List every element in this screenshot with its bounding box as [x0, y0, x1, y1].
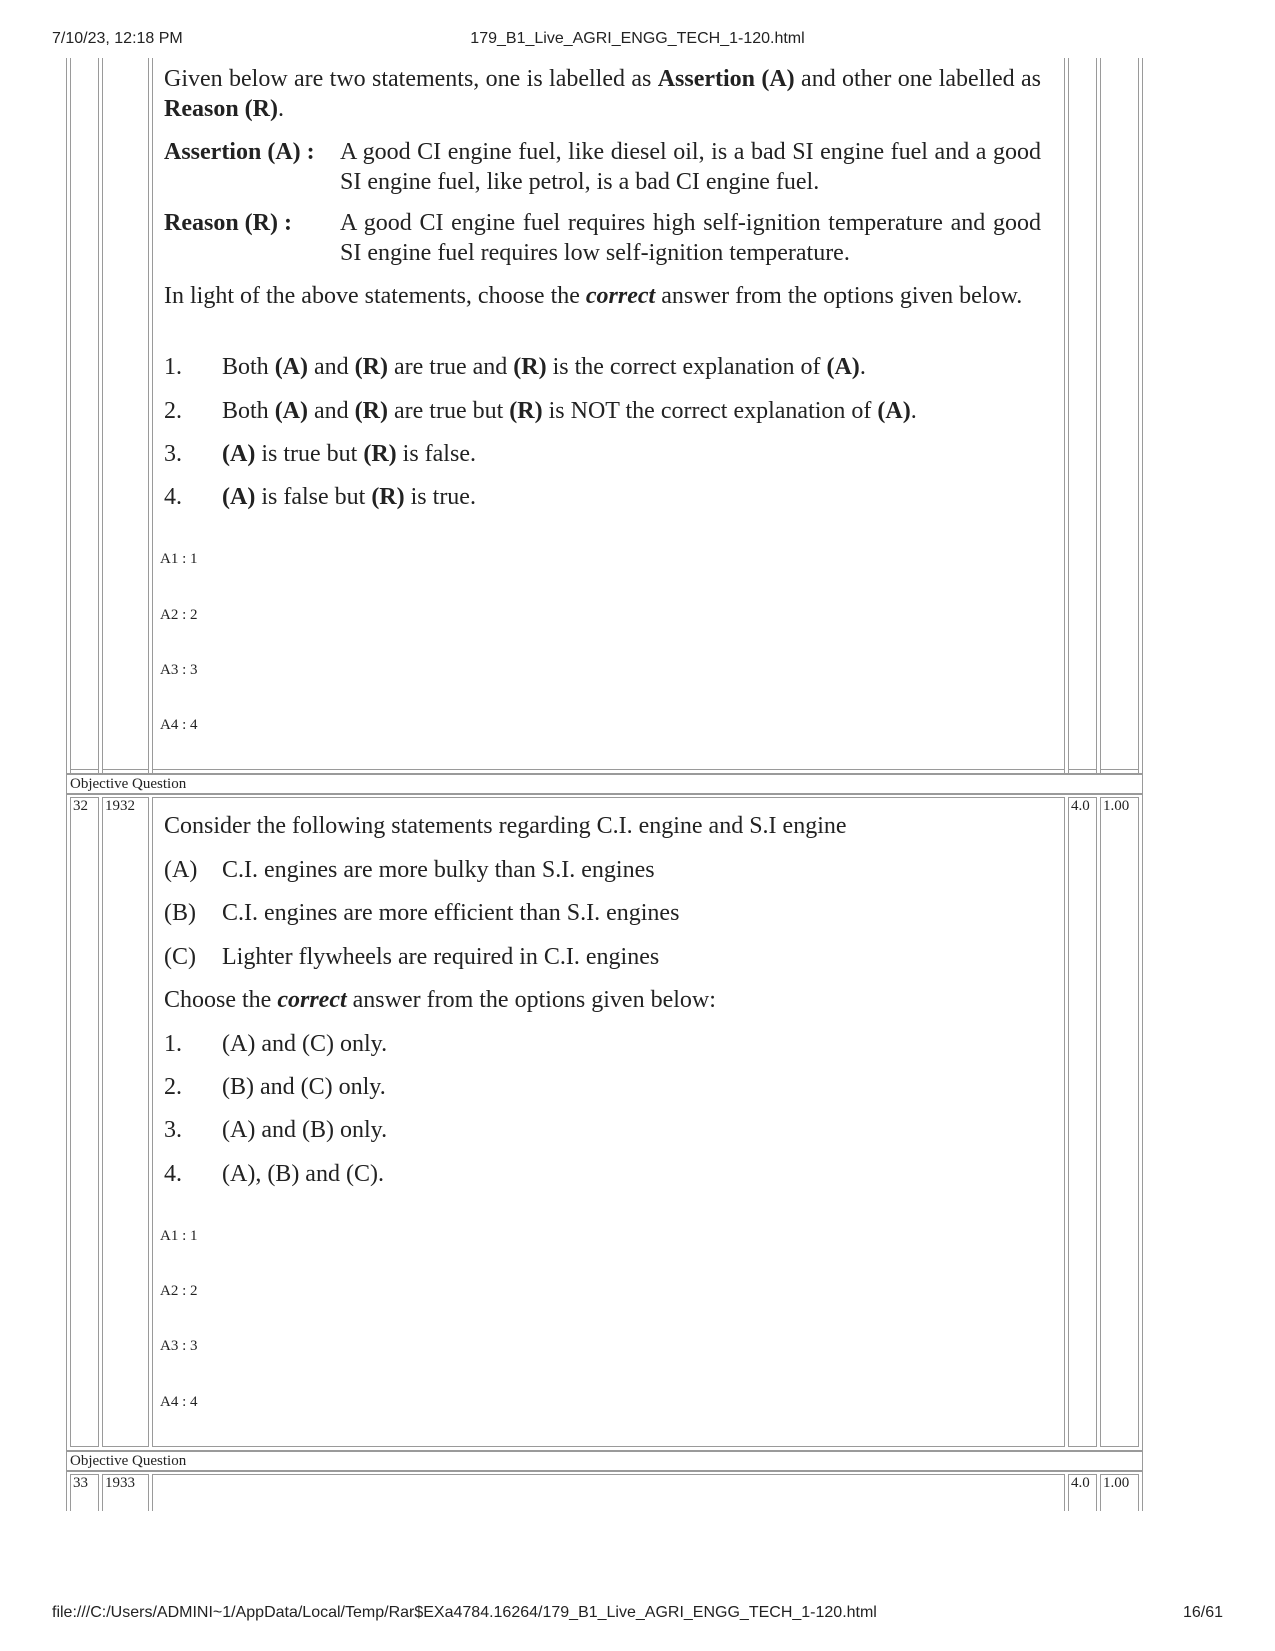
option-text: (A) and (C) only.: [222, 1031, 388, 1057]
question-type-row: [66, 1451, 1143, 1471]
option-number: 3.: [164, 1117, 182, 1143]
option-number: 1.: [164, 1031, 182, 1057]
question-stem: Consider the following statements regarding C.I. engine and S.I engine: [164, 813, 847, 839]
option-number: 2.: [164, 1074, 182, 1100]
statement-text: C.I. engines are more bulky than S.I. engines: [222, 857, 655, 883]
statement-label: (A): [164, 857, 198, 883]
question-prompt: Choose the correct answer from the options given below:: [164, 987, 716, 1013]
serial-number: 33: [73, 1475, 88, 1491]
reason-text: A good CI engine fuel requires high self-ignition temperature and good SI engine fuel requires low self-ignition temperature.: [340, 210, 1041, 266]
answer-choice: A3 : 3: [160, 1338, 198, 1354]
negative-marks: 1.00: [1103, 798, 1130, 814]
answer-choice: A1 : 1: [160, 551, 198, 567]
option-number: 1.: [164, 354, 182, 380]
question-id-cell: [102, 797, 149, 1447]
assertion-text: A good CI engine fuel, like diesel oil, is a bad SI engine fuel and a good SI engine fuel, like petrol, is a bad CI engine fuel.: [340, 139, 1041, 195]
marks: 4.0: [1071, 798, 1090, 814]
statement-label: (C): [164, 944, 196, 970]
option-text: (A), (B) and (C).: [222, 1161, 384, 1187]
print-filename: 179_B1_Live_AGRI_ENGG_TECH_1-120.html: [470, 30, 805, 47]
question-id: 1933: [105, 1475, 135, 1491]
serial-number-cell: [70, 797, 99, 1447]
answer-choice: A3 : 3: [160, 662, 198, 678]
assertion-label: Assertion (A) :: [164, 139, 315, 165]
option-text: Both (A) and (R) are true and (R) is the correct explanation of (A).: [222, 354, 866, 380]
assertion-reason-intro: Given below are two statements, one is labelled as Assertion (A) and other one labelled as Reason (R).: [164, 66, 1042, 122]
answer-choice: A4 : 4: [160, 1394, 198, 1410]
question-type-label: Objective Question: [70, 1453, 187, 1469]
statement-label: (B): [164, 900, 196, 926]
option-text: (A) and (B) only.: [222, 1117, 388, 1143]
option-text: (A) is true but (R) is false.: [222, 441, 476, 467]
print-file-path: file:///C:/Users/ADMINI~1/AppData/Local/Temp/Rar$EXa4784.16264/179_B1_Live_AGRI_ENGG_TECH_1-120.html: [52, 1604, 877, 1621]
question-prompt: In light of the above statements, choose the correct answer from the options given below.: [164, 283, 1023, 309]
statement-text: Lighter flywheels are required in C.I. engines: [222, 944, 660, 970]
marks-cell: [1068, 797, 1097, 1447]
marks: 4.0: [1071, 1475, 1090, 1491]
option-text: Both (A) and (R) are true but (R) is NOT the correct explanation of (A).: [222, 398, 917, 424]
answer-choice: A4 : 4: [160, 717, 198, 733]
option-number: 4.: [164, 484, 182, 510]
answer-choice: A1 : 1: [160, 1228, 198, 1244]
reason-label: Reason (R) :: [164, 210, 292, 236]
print-datetime: 7/10/23, 12:18 PM: [52, 30, 183, 47]
serial-number: 32: [73, 798, 88, 814]
question-type-row: [66, 774, 1143, 794]
option-number: 3.: [164, 441, 182, 467]
option-number: 2.: [164, 398, 182, 424]
answer-choice: A2 : 2: [160, 607, 198, 623]
option-text: (B) and (C) only.: [222, 1074, 386, 1100]
statement-text: C.I. engines are more efficient than S.I. engines: [222, 900, 680, 926]
option-number: 4.: [164, 1161, 182, 1187]
question-id: 1932: [105, 798, 135, 814]
page-number: 16/61: [1182, 1604, 1223, 1621]
option-text: (A) is false but (R) is true.: [222, 484, 476, 510]
answer-choice: A2 : 2: [160, 1283, 198, 1299]
negative-marks: 1.00: [1103, 1475, 1130, 1491]
question-type-label: Objective Question: [70, 776, 187, 792]
negative-marks-cell: [1100, 797, 1139, 1447]
